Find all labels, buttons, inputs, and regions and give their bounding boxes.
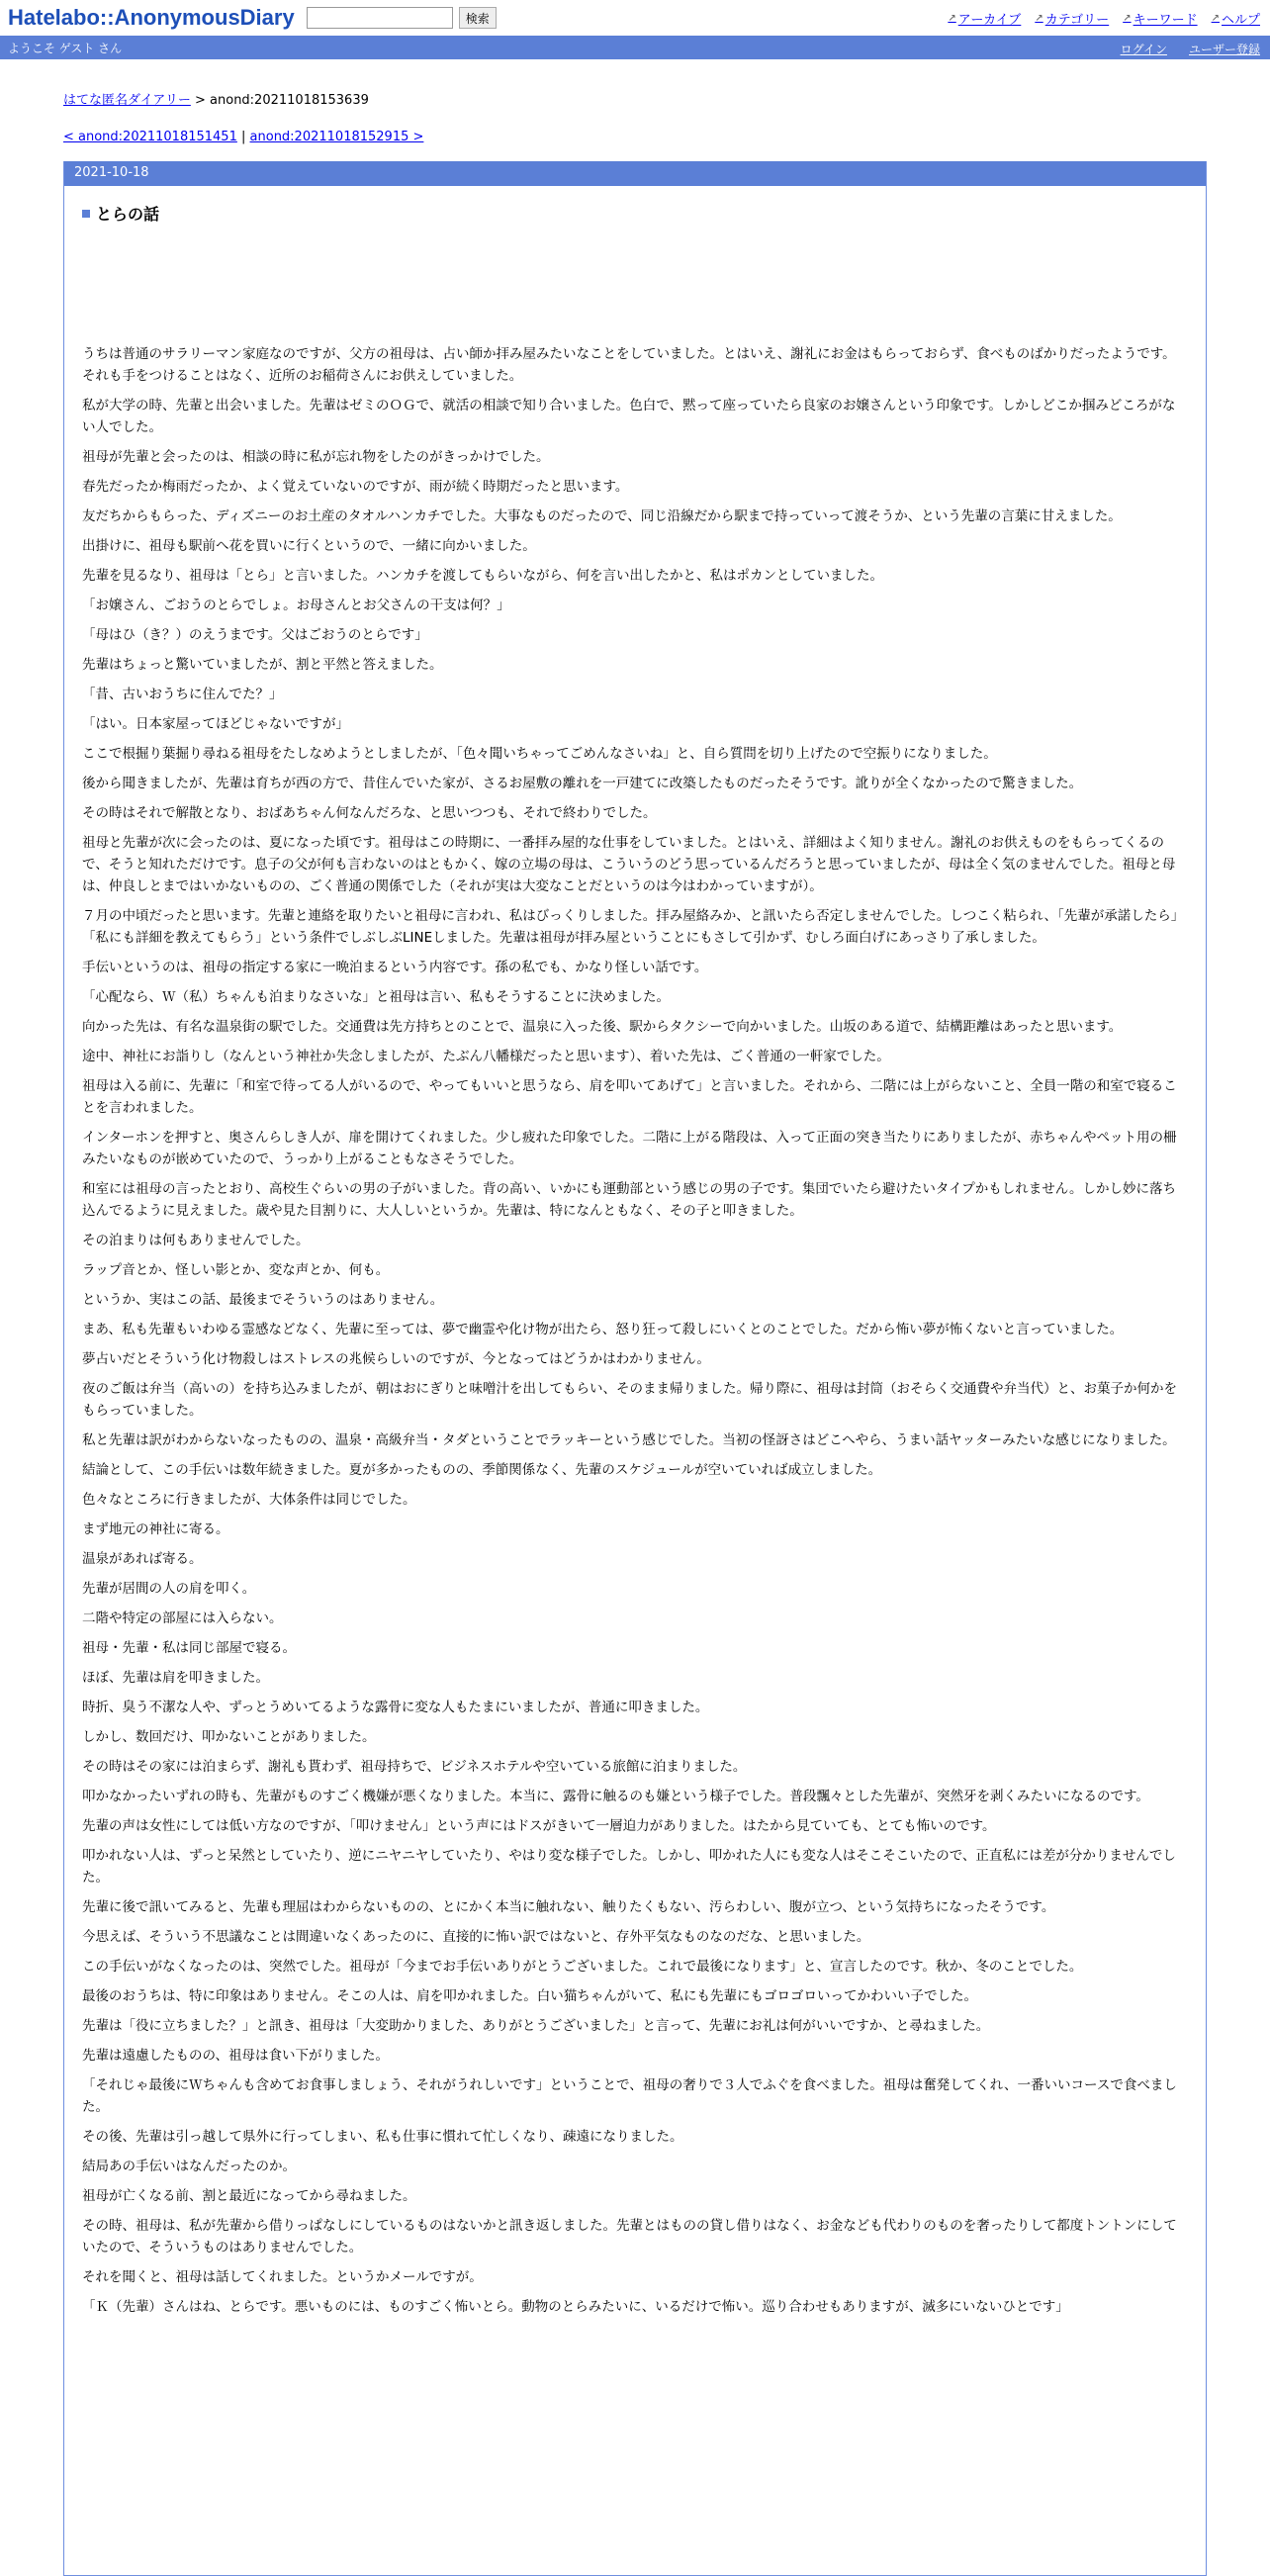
entry-paragraph: というか、実はこの話、最後までそういうのはありません。 [82, 1292, 444, 1308]
pager-separator: | [241, 130, 246, 144]
entry-paragraph: まず地元の神社に寄る。 [82, 1521, 229, 1537]
entry-body [82, 343, 1182, 2318]
entry-paragraph: 和室には祖母の言ったとおり、高校生ぐらいの男の子がいました。背の高い、いかにも運動部という感じの男の子です。集団でいたら避けたいタイプかもしれません。しかし妙に落ち込んでるように見えました。歳や見た目割りに、大人しいというか。先輩は、特になんともなく、その子と叩きました。 [82, 1181, 1177, 1219]
entry-paragraph: インターホンを押すと、奥さんらしき人が、扉を開けてくれました。少し疲れた印象でした。二階に上がる階段は、入って正面の突き当たりにありましたが、赤ちゃんやペット用の柵みたいなものが嵌めていたので、うっかり上がることもなさそうでした。 [82, 1130, 1177, 1167]
entry-paragraph: 先輩は「役に立ちました？」と訊き、祖母は「大変助かりました、ありがとうございました」と言って、先輩にお礼は何がいいですか、と尋ねました。 [82, 2018, 990, 2034]
entry-paragraph: 先輩が居間の人の肩を叩く。 [82, 1581, 256, 1597]
category-link[interactable]: ↗ カテゴリー [1035, 13, 1110, 28]
entry-paragraph: 夢占いだとそういう化け物殺しはストレスの兆候らしいのですが、今となってはどうかはわかりません。 [82, 1351, 710, 1367]
entry-paragraph: 「それじゃ最後にＷちゃんも含めてお食事しましょう、それがうれしいです」ということで、祖母の奢りで３人でふぐを食べました。祖母は奮発してくれ、一番いいコースで食べました。 [82, 2077, 1177, 2115]
entry-paragraph: 時折、臭う不潔な人や、ずっとうめいてるような露骨に変な人もたまにいましたが、普通に叩きました。 [82, 1700, 709, 1715]
prev-entry-link[interactable]: < anond:20211018151451 [63, 130, 237, 144]
keyword-link[interactable]: ↗ キーワード [1123, 13, 1198, 28]
entry-paragraph: その泊まりは何もありませんでした。 [82, 1233, 310, 1248]
arrow-icon: ↗ [1211, 13, 1220, 24]
entry-paragraph: 祖母が先輩と会ったのは、相談の時に私が忘れ物をしたのがきっかけでした。 [82, 449, 550, 465]
entry-paragraph: ７月の中頃だったと思います。先輩と連絡を取りたいと祖母に言われ、私はびっくりしました。拝み屋絡みか、と訊いたら否定しませんでした。しつこく粘られ、「先輩が承諾したら」「私にも詳細を教えてもらう」という条件でしぶしぶLINEしました。先輩は祖母が拝み屋ということにもさして引かず、むしろ面白げにあっさり了承しました。 [82, 908, 1178, 946]
entry-paragraph: 向かった先は、有名な温泉街の駅でした。交通費は先方持ちとのことで、温泉に入った後、駅からタクシーで向かいました。山坂のある道で、結構距離はあったと思います。 [82, 1019, 1123, 1035]
entry-paragraph: まあ、私も先輩もいわゆる霊感などなく、先輩に至っては、夢で幽霊や化け物が出たら、怒り狂って殺しにいくとのことでした。だから怖い夢が怖くないと言っていました。 [82, 1322, 1124, 1337]
entry-paragraph: 最後のおうちは、特に印象はありません。そこの人は、肩を叩かれました。白い猫ちゃんがいて、私にも先輩にもゴロゴロいってかわいい子でした。 [82, 1988, 978, 2004]
entry-section [63, 161, 1207, 2576]
entry-paragraph: 祖母が亡くなる前、割と最近になってから尋ねました。 [82, 2188, 416, 2204]
entry-paragraph: 私が大学の時、先輩と出会いました。先輩はゼミのＯＧで、就活の相談で知り合いました。色白で、黙って座っていたら良家のお嬢さんという印象です。しかしどこか掴みどころがない人でした。 [82, 398, 1176, 435]
welcome-text: ようこそ ゲスト さん [8, 41, 123, 55]
entry-paragraph: 「Ｋ（先輩）さんはね、とらです。悪いものには、ものすごく怖いとら。動物のとらみたいに、いるだけで怖い。巡り合わせもありますが、滅多にいないひとです」 [82, 2299, 1069, 2315]
entry-paragraph: この手伝いがなくなったのは、突然でした。祖母が「今までお手伝いありがとうございました。これで最後になります」と、宣言したのです。秋か、冬のことでした。 [82, 1959, 1083, 1975]
archive-link[interactable]: ↗ アーカイブ [948, 13, 1022, 28]
account-links [1121, 41, 1260, 57]
arrow-icon: ↗ [948, 13, 956, 24]
entry-paragraph: 祖母と先輩が次に会ったのは、夏になった頃です。祖母はこの時期に、一番拝み屋的な仕事をしていました。とはいえ、詳細はよく知りません。謝礼のお供えものをもらってくるので、そうと知れただけです。息子の父が何も言わないのはともかく、嫁の立場の母は、こういうのどう思っているんだろうと思っていましたが、母は全く気のませんでした。祖母と母は、仲良しとまではいかないものの、ごく普通の関係でした（それが実は大変なことだというのは今はわかっていますが）。 [82, 835, 1176, 894]
entry-paragraph: 手伝いというのは、祖母の指定する家に一晩泊まるという内容です。孫の私でも、かなり怪しい話です。 [82, 960, 708, 975]
entry-paragraph: 先輩に後で訊いてみると、先輩も理屈はわからないものの、とにかく本当に触れない、触りたくもない、汚らわしい、腹が立つ、という気持ちになったそうです。 [82, 1899, 1055, 1915]
entry-paragraph: 先輩は遠慮したものの、祖母は食い下がりました。 [82, 2048, 389, 2064]
entry-paragraph: 「はい。日本家屋ってほどじゃないですが」 [82, 716, 349, 732]
next-entry-link[interactable]: anond:20211018152915 > [249, 130, 424, 144]
entry-paragraph: その時はその家には泊まらず、謝礼も貰わず、祖母持ちで、ビジネスホテルや空いている旅館に泊まりました。 [82, 1759, 747, 1775]
entry-date: 2021-10-18 [64, 161, 1206, 186]
entry-paragraph: ここで根掘り葉掘り尋ねる祖母をたしなめようとしましたが、「色々聞いちゃってごめんなさいね」と、自ら質問を切り上げたので空振りになりました。 [82, 746, 997, 762]
entry-paragraph: 先輩を見るなり、祖母は「とら」と言いました。ハンカチを渡してもらいながら、何を言い出したかと、私はポカンとしていました。 [82, 568, 883, 584]
entry-paragraph: ラップ音とか、怪しい影とか、変な声とか、何も。 [82, 1262, 390, 1278]
entry-paragraph: 「お嬢さん、ごおうのとらでしょ。お母さんとお父さんの干支は何？」 [82, 598, 510, 613]
help-link[interactable]: ↗ ヘルプ [1211, 13, 1260, 28]
entry-paragraph: その時、祖母は、私が先輩から借りっぱなしにしているものはないかと訊き返しました。先輩とはものの貸し借りはなく、お金なども代わりのものを奢ったりして都度トントンにしていたので、そういうものはありませんでした。 [82, 2218, 1177, 2255]
breadcrumb [63, 89, 1270, 108]
entry-paragraph: 先輩はちょっと驚いていましたが、割と平然と答えました。 [82, 657, 443, 673]
entry-paragraph: うちは普通のサラリーマン家庭なのですが、父方の祖母は、占い師か拝み屋みたいなことをしていました。とはいえ、謝礼にお金はもらっておらず、食べものばかりだったようです。それも手をつけることはなく、近所のお稲荷さんにお供えしていました。 [82, 346, 1176, 384]
entry-paragraph: 二階や特定の部屋には入らない。 [82, 1610, 283, 1626]
welcome-bar [0, 36, 1270, 59]
entry-paragraph: 先輩の声は女性にしては低い方なのですが、「叩けません」という声にはドスがきいて一層迫力がありました。はたから見ていても、とても怖いのです。 [82, 1818, 996, 1834]
entry-paragraph: 「心配なら、Ｗ（私）ちゃんも泊まりなさいな」と祖母は言い、私もそうすることに決めました。 [82, 989, 670, 1005]
entry-paragraph: 友だちからもらった、ディズニーのお土産のタオルハンカチでした。大事なものだったので、同じ沿線だから駅まで持っていって渡そうか、という先輩の言葉に甘えました。 [82, 508, 1122, 524]
entry-paragraph: 私と先輩は訳がわからないなったものの、温泉・高級弁当・タダということでラッキーという感じでした。当初の怪訝さはどこへやら、うまい話ヤッターみたいな感じになりました。 [82, 1432, 1176, 1448]
entry-pager [63, 130, 1270, 144]
register-link[interactable]: ユーザー登録 [1188, 43, 1260, 56]
entry-paragraph: 出掛けに、祖母も駅前へ花を買いに行くというので、一緒に向かいました。 [82, 538, 536, 554]
top-bar [0, 0, 1270, 36]
entry-title [82, 202, 1206, 225]
search-input[interactable] [307, 7, 453, 29]
entry-paragraph: 結局あの手伝いはなんだったのか。 [82, 2159, 296, 2174]
top-links [948, 9, 1260, 28]
entry-paragraph: それを聞くと、祖母は話してくれました。というかメールですが。 [82, 2269, 483, 2285]
arrow-icon: ↗ [1035, 13, 1043, 24]
breadcrumb-home-link[interactable]: はてな匿名ダイアリー [63, 93, 191, 108]
entry-paragraph: 色々なところに行きましたが、大体条件は同じでした。 [82, 1492, 416, 1508]
entry-paragraph: しかし、数回だけ、叩かないことがありました。 [82, 1729, 376, 1745]
site-logo[interactable]: Hatelabo::AnonymousDiary [8, 5, 295, 30]
entry-paragraph: 祖母は入る前に、先輩に「和室で待ってる人がいるので、やってもいいと思うなら、肩を叩いてあげて」と言いました。それから、二階には上がらないこと、全員一階の和室で寝ることを言われました。 [82, 1078, 1177, 1116]
breadcrumb-current: anond:20211018153639 [210, 93, 369, 108]
entry-paragraph: 今思えば、そういう不思議なことは間違いなくあったのに、直接的に怖い訳ではないと、存外平気なものなのだな、と思いました。 [82, 1929, 870, 1945]
arrow-icon: ↗ [1123, 13, 1132, 24]
entry-paragraph: 後から聞きましたが、先輩は育ちが西の方で、昔住んでいた家が、さるお屋敷の離れを一戸建てに改築したものだったそうです。訛りが全くなかったので驚きました。 [82, 776, 1083, 791]
search-button[interactable]: 検索 [459, 7, 497, 29]
entry-paragraph: 夜のご飯は弁当（高いの）を持ち込みましたが、朝はおにぎりと味噌汁を出してもらい、そのまま帰りました。帰り際に、祖母は封筒（おそらく交通費や弁当代）と、お菓子か何かをもらっていました。 [82, 1381, 1177, 1419]
entry-paragraph: 「昔、古いおうちに住んでた？」 [82, 687, 283, 702]
square-bullet-icon[interactable] [82, 210, 90, 218]
entry-paragraph: 途中、神社にお詣りし（なんという神社か失念しましたが、たぶん八幡様だったと思います）、着いた先は、ごく普通の一軒家でした。 [82, 1049, 890, 1064]
entry-paragraph: 「母はひ（き？）のえうまです。父はごおうのとらです」 [82, 627, 428, 643]
entry-paragraph: その時はそれで解散となり、おばあちゃん何なんだろな、と思いつつも、それで終わりでした。 [82, 805, 657, 821]
entry-paragraph: 叩かなかったいずれの時も、先輩がものすごく機嫌が悪くなりました。本当に、露骨に触るのも嫌という様子でした。普段飄々とした先輩が、突然牙を剥くみたいになるのです。 [82, 1789, 1149, 1804]
entry-paragraph: その後、先輩は引っ越して県外に行ってしまい、私も仕事に慣れて忙しくなり、疎遠になりました。 [82, 2129, 683, 2145]
login-link[interactable]: ログイン [1120, 43, 1167, 56]
entry-title-text: とらの話 [96, 205, 160, 224]
entry-paragraph: 祖母・先輩・私は同じ部屋で寝る。 [82, 1640, 296, 1656]
entry-paragraph: 結論として、この手伝いは数年続きました。夏が多かったものの、季節関係なく、先輩のスケジュールが空いていれば成立しました。 [82, 1462, 882, 1478]
entry-paragraph: 叩かれない人は、ずっと呆然としていたり、逆にニヤニヤしていたり、やはり変な様子でした。しかし、叩かれた人にも変な人はそこそこいたので、正直私には差が分かりませんでした。 [82, 1848, 1176, 1886]
entry-paragraph: 温泉があれば寄る。 [82, 1551, 203, 1567]
breadcrumb-separator: > [194, 93, 206, 108]
entry-paragraph: ほぼ、先輩は肩を叩きました。 [82, 1670, 269, 1686]
entry-paragraph: 春先だったか梅雨だったか、よく覚えていないのですが、雨が続く時期だったと思います。 [82, 479, 629, 495]
